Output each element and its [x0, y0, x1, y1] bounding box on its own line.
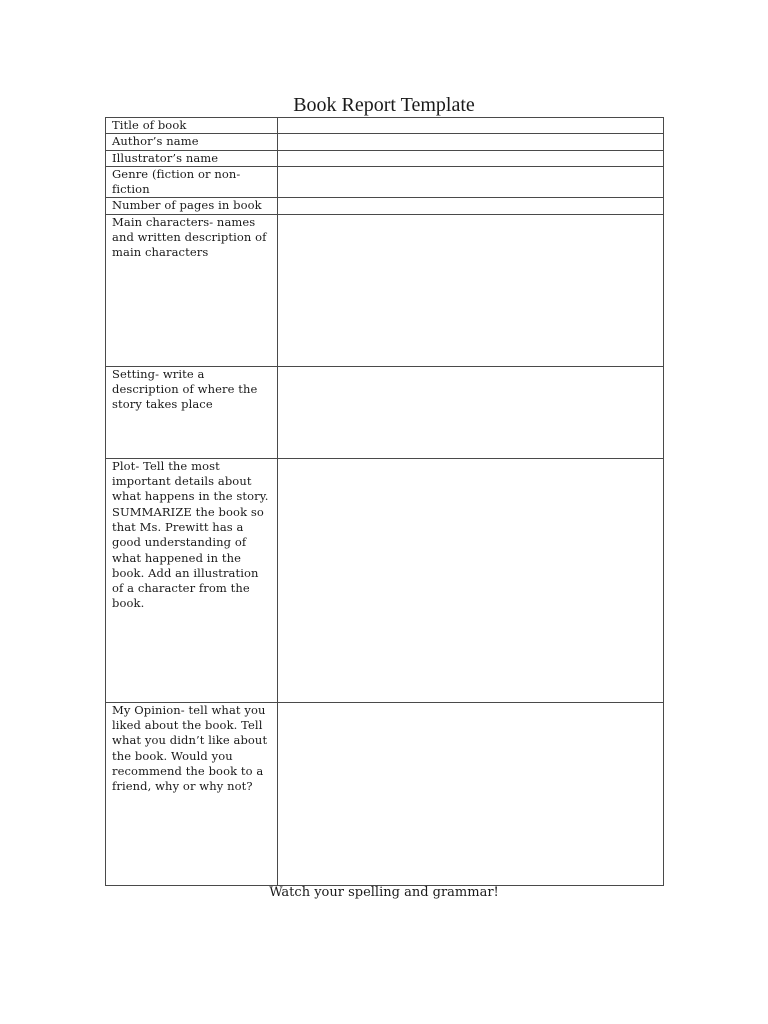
answer-cell-plot[interactable]	[278, 458, 664, 702]
answer-cell-setting[interactable]	[278, 366, 664, 458]
answer-cell-main-characters[interactable]	[278, 214, 664, 366]
answer-cell-illustrator[interactable]	[278, 150, 664, 166]
row-label-author: Author’s name	[106, 134, 278, 150]
page-title: Book Report Template	[293, 94, 475, 116]
table-row	[106, 150, 664, 166]
footer-note: Watch your spelling and grammar!	[269, 885, 499, 900]
row-label-plot: Plot- Tell the most important details about what happens in the story. SUMMARIZE the book so that Ms. Prewitt has a good understanding of what happened in the book. Add an illustration of a character from the book.	[106, 458, 278, 702]
answer-cell-author[interactable]	[278, 134, 664, 150]
table-row	[106, 702, 664, 885]
row-label-pages: Number of pages in book	[106, 198, 278, 214]
row-label-setting: Setting- write a description of where the story takes place	[106, 366, 278, 458]
table-row	[106, 166, 664, 198]
row-label-main-characters: Main characters- names and written description of main characters	[106, 214, 278, 366]
row-label-opinion: My Opinion- tell what you liked about the book. Tell what you didn’t like about the book. Would you recommend the book to a friend, why or why not?	[106, 702, 278, 885]
table-row	[106, 118, 664, 134]
book-report-table	[105, 117, 664, 886]
answer-cell-title[interactable]	[278, 118, 664, 134]
table-row	[106, 134, 664, 150]
table-row	[106, 366, 664, 458]
answer-cell-genre[interactable]	[278, 166, 664, 198]
table-row	[106, 198, 664, 214]
table-row	[106, 458, 664, 702]
answer-cell-opinion[interactable]	[278, 702, 664, 885]
row-label-genre: Genre (fiction or non-fiction	[106, 166, 278, 198]
answer-cell-pages[interactable]	[278, 198, 664, 214]
row-label-title: Title of book	[106, 118, 278, 134]
row-label-illustrator: Illustrator’s name	[106, 150, 278, 166]
table-row	[106, 214, 664, 366]
